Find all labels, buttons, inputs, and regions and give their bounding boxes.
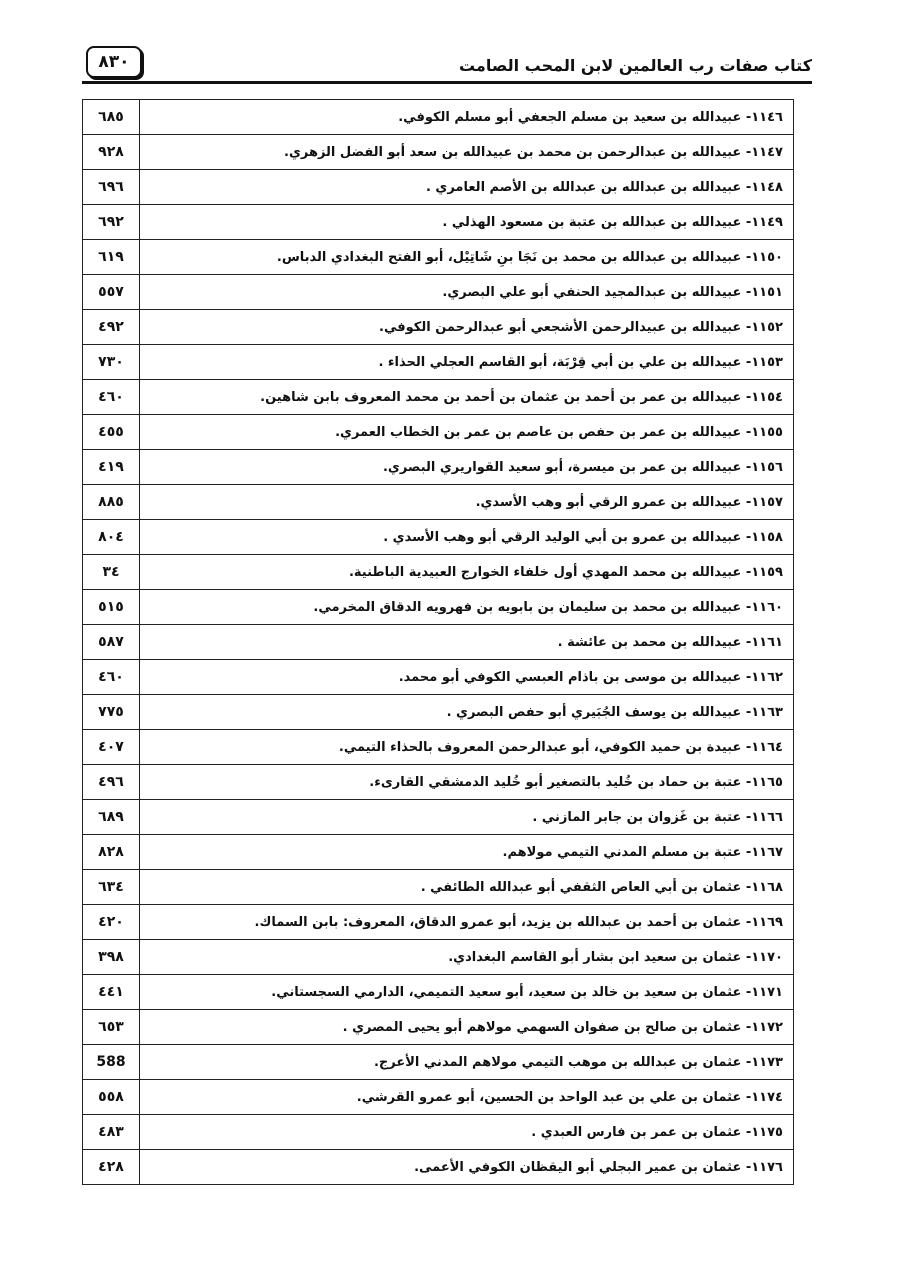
book-title: كتاب صفات رب العالمين لابن المحب الصامت (458, 56, 812, 75)
page-reference: ٨٢٨ (83, 835, 140, 870)
entry-text: ١١٥٣- عبيدالله بن علي بن أبي قِرْبَة، أبو القاسم العجلي الحذاء . (140, 345, 794, 380)
entry-text: ١١٦٣- عبيدالله بن يوسف الجُبَيري أبو حفص البصري . (140, 695, 794, 730)
entry-text: ١١٦٥- عتبة بن حماد بن خُليد بالتصغير أبو خُليد الدمشقي القارىء. (140, 765, 794, 800)
page-reference: ٥٥٨ (83, 1080, 140, 1115)
entry-text: ١١٧٤- عثمان بن علي بن عبد الواحد بن الحسين، أبو عمرو القرشي. (140, 1080, 794, 1115)
page-reference: ٤٠٧ (83, 730, 140, 765)
entry-text: ١١٤٧- عبيدالله بن عبدالرحمن بن محمد بن عبيدالله بن سعد أبو الفضل الزهري. (140, 135, 794, 170)
table-row (83, 590, 794, 625)
page-reference: ٥٥٧ (83, 275, 140, 310)
table-row (83, 520, 794, 555)
page-reference: ٤١٩ (83, 450, 140, 485)
entry-text: ١١٥١- عبيدالله بن عبدالمجيد الحنفي أبو علي البصري. (140, 275, 794, 310)
table-row (83, 660, 794, 695)
table-row (83, 1115, 794, 1150)
page-reference: ٤٩٦ (83, 765, 140, 800)
table-row (83, 450, 794, 485)
table-row (83, 345, 794, 380)
entry-text: ١١٦٩- عثمان بن أحمد بن عبدالله بن يزيد، أبو عمرو الدقاق، المعروف: بابن السماك. (140, 905, 794, 940)
page-reference: ٧٧٥ (83, 695, 140, 730)
entry-text: ١١٧٢- عثمان بن صالح بن صفوان السهمي مولاهم أبو يحيى المصري . (140, 1010, 794, 1045)
entry-text: ١١٧٣- عثمان بن عبدالله بن موهب التيمي مولاهم المدني الأعرج. (140, 1045, 794, 1080)
entry-text: ١١٦٠- عبيدالله بن محمد بن سليمان بن بابويه بن فهرويه الدقاق المخرمي. (140, 590, 794, 625)
page-reference: ٦٩٢ (83, 205, 140, 240)
index-table (82, 99, 794, 1185)
table-row (83, 275, 794, 310)
page-reference: ٤٥٥ (83, 415, 140, 450)
page-reference: 588 (83, 1045, 140, 1080)
entry-text: ١١٦٧- عتبة بن مسلم المدني التيمي مولاهم. (140, 835, 794, 870)
entry-text: ١١٥٨- عبيدالله بن عمرو بن أبي الوليد الرقي أبو وهب الأسدي . (140, 520, 794, 555)
page-reference: ٦٨٥ (83, 100, 140, 135)
page-reference: ٦٩٦ (83, 170, 140, 205)
table-row (83, 170, 794, 205)
page-reference: ٦٥٣ (83, 1010, 140, 1045)
entry-text: ١١٤٦- عبيدالله بن سعيد بن مسلم الجعفي أبو مسلم الكوفي. (140, 100, 794, 135)
page-number: ٨٣٠ (86, 46, 142, 78)
page-reference: ٣٤ (83, 555, 140, 590)
entry-text: ١١٥٦- عبيدالله بن عمر بن ميسرة، أبو سعيد القواريري البصري. (140, 450, 794, 485)
table-row (83, 1080, 794, 1115)
page-reference: ٤٦٠ (83, 660, 140, 695)
table-row (83, 870, 794, 905)
entry-text: ١١٧٦- عثمان بن عمير البجلي أبو اليقظان الكوفي الأعمى. (140, 1150, 794, 1185)
page-reference: ٤٨٣ (83, 1115, 140, 1150)
entry-text: ١١٦١- عبيدالله بن محمد بن عائشة . (140, 625, 794, 660)
page-reference: ٦١٩ (83, 240, 140, 275)
entry-text: ١١٦٤- عبيدة بن حميد الكوفي، أبو عبدالرحمن المعروف بالحذاء التيمي. (140, 730, 794, 765)
page-reference: ٥٨٧ (83, 625, 140, 660)
entry-text: ١١٥٤- عبيدالله بن عمر بن أحمد بن عثمان بن أحمد بن محمد المعروف بابن شاهين. (140, 380, 794, 415)
table-row (83, 730, 794, 765)
page-header (82, 42, 812, 82)
entry-text: ١١٦٢- عبيدالله بن موسى بن باذام العبسي الكوفي أبو محمد. (140, 660, 794, 695)
table-row (83, 205, 794, 240)
entry-text: ١١٥٩- عبيدالله بن محمد المهدي أول خلفاء الخوارج العبيدية الباطنية. (140, 555, 794, 590)
page-reference: ٣٩٨ (83, 940, 140, 975)
table-row (83, 1150, 794, 1185)
entry-text: ١١٧٥- عثمان بن عمر بن فارس العبدي . (140, 1115, 794, 1150)
table-row (83, 975, 794, 1010)
entry-text: ١١٥٢- عبيدالله بن عبيدالرحمن الأشجعي أبو عبدالرحمن الكوفي. (140, 310, 794, 345)
page-reference: ٩٢٨ (83, 135, 140, 170)
page-reference: ٦٨٩ (83, 800, 140, 835)
table-row (83, 695, 794, 730)
table-row (83, 485, 794, 520)
table-row (83, 905, 794, 940)
index-body (83, 100, 794, 1185)
entry-text: ١١٧٠- عثمان بن سعيد ابن بشار أبو القاسم البغدادي. (140, 940, 794, 975)
table-row (83, 380, 794, 415)
table-row (83, 415, 794, 450)
table-row (83, 555, 794, 590)
page-reference: ٤٢٠ (83, 905, 140, 940)
table-row (83, 765, 794, 800)
entry-text: ١١٤٨- عبيدالله بن عبدالله بن عبدالله بن الأصم العامري . (140, 170, 794, 205)
table-row (83, 310, 794, 345)
entry-text: ١١٧١- عثمان بن سعيد بن خالد بن سعيد، أبو سعيد التميمي، الدارمي السجستاني. (140, 975, 794, 1010)
table-row (83, 240, 794, 275)
page-reference: ٤٤١ (83, 975, 140, 1010)
entry-text: ١١٤٩- عبيدالله بن عبدالله بن عتبة بن مسعود الهذلي . (140, 205, 794, 240)
page-reference: ٤٩٢ (83, 310, 140, 345)
page-reference: ٦٣٤ (83, 870, 140, 905)
page-reference: ٨٨٥ (83, 485, 140, 520)
entry-text: ١١٦٦- عتبة بن غَزوان بن جابر المازني . (140, 800, 794, 835)
page-reference: ٤٦٠ (83, 380, 140, 415)
table-row (83, 1010, 794, 1045)
header-rule (82, 81, 812, 84)
table-row (83, 800, 794, 835)
page-reference: ٨٠٤ (83, 520, 140, 555)
table-row (83, 135, 794, 170)
table-row (83, 625, 794, 660)
table-row (83, 100, 794, 135)
table-row (83, 940, 794, 975)
entry-text: ١١٥٧- عبيدالله بن عمرو الرقي أبو وهب الأسدي. (140, 485, 794, 520)
page-reference: ٤٢٨ (83, 1150, 140, 1185)
table-row (83, 835, 794, 870)
entry-text: ١١٦٨- عثمان بن أبي العاص الثقفي أبو عبدالله الطائفي . (140, 870, 794, 905)
table-row (83, 1045, 794, 1080)
page-reference: ٧٣٠ (83, 345, 140, 380)
page-reference: ٥١٥ (83, 590, 140, 625)
entry-text: ١١٥٠- عبيدالله بن عبدالله بن محمد بن نَجَا بنِ شَاتِيْل، أبو الفتح البغدادي الدباس. (140, 240, 794, 275)
entry-text: ١١٥٥- عبيدالله بن عمر بن حفص بن عاصم بن عمر بن الخطاب العمري. (140, 415, 794, 450)
